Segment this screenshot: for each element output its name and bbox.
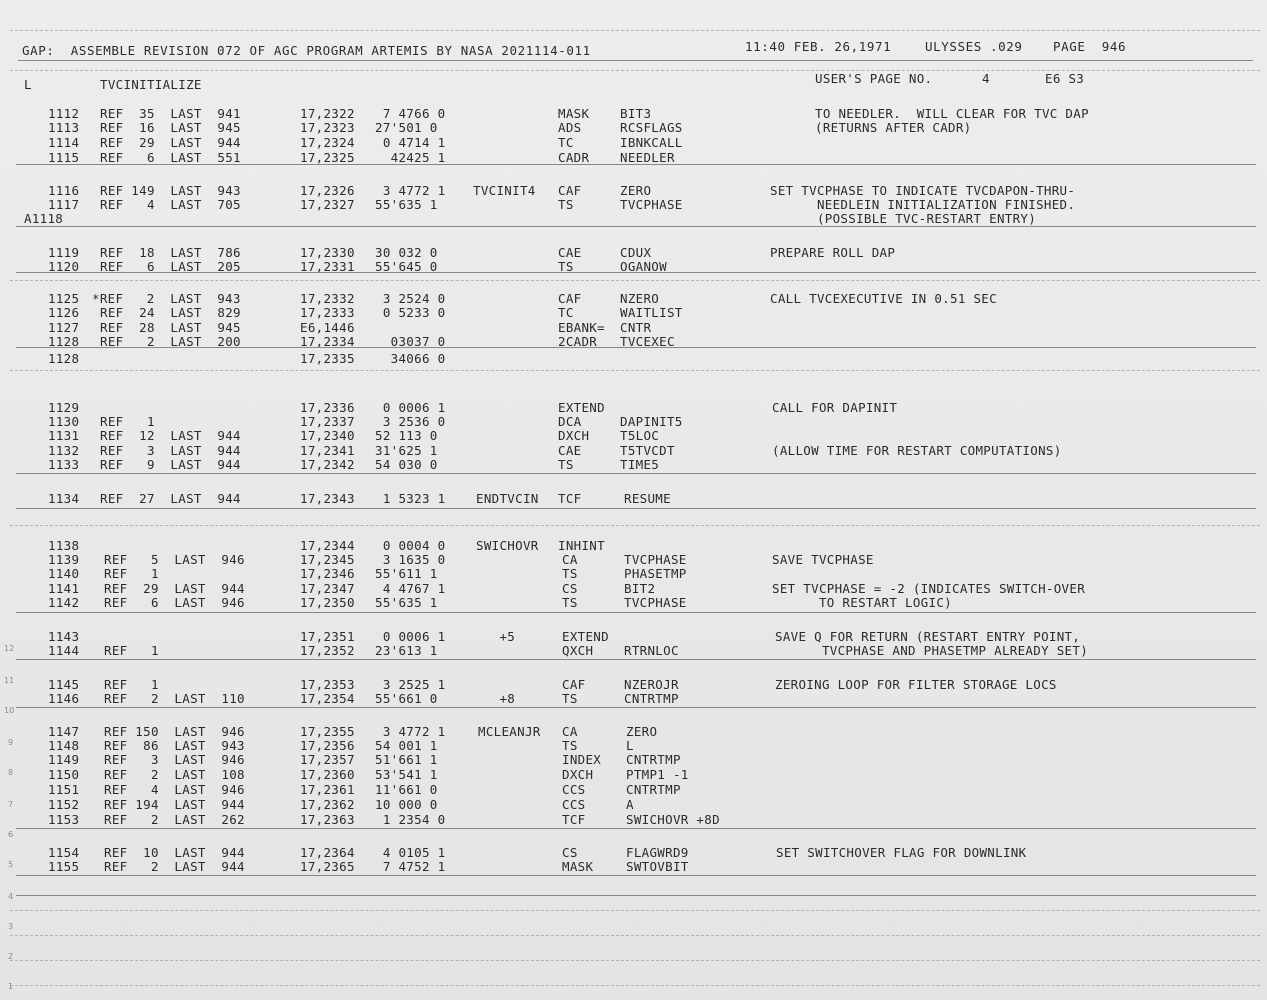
octal-word: 52 113 0: [375, 428, 438, 443]
octal-word: 0 4714 1: [375, 135, 446, 150]
comment: CALL FOR DAPINIT: [772, 400, 898, 415]
opcode: CA: [562, 724, 578, 739]
line-number: 1147: [48, 724, 80, 739]
margin-mark: 2: [8, 952, 14, 961]
opcode: DCA: [558, 414, 582, 429]
line-number: 1127: [48, 320, 80, 335]
line-number: 1128: [48, 334, 80, 349]
comment: (POSSIBLE TVC-RESTART ENTRY): [770, 211, 1037, 226]
operand: CNTRTMP: [626, 782, 681, 797]
line-number: 1115: [48, 150, 80, 165]
comment: SET TVCPHASE TO INDICATE TVCDAPON-THRU-: [770, 183, 1076, 198]
operand: CNTR: [620, 320, 652, 335]
address: 17,2355: [300, 724, 355, 739]
address: 17,2356: [300, 738, 355, 753]
comment: ZEROING LOOP FOR FILTER STORAGE LOCS: [775, 677, 1057, 692]
operand: T5TVCDT: [620, 443, 675, 458]
operand: FLAGWRD9: [626, 845, 689, 860]
ref-info: REF 3 LAST 944: [100, 443, 241, 458]
opcode: CAE: [558, 245, 582, 260]
comment: SAVE Q FOR RETURN (RESTART ENTRY POINT,: [775, 629, 1081, 644]
ref-info: REF 29 LAST 944: [100, 135, 241, 150]
address: 17,2350: [300, 595, 355, 610]
ref-info: REF 9 LAST 944: [100, 457, 241, 472]
line-number: 1150: [48, 767, 80, 782]
octal-word: 10 000 0: [375, 797, 438, 812]
address: 17,2345: [300, 552, 355, 567]
opcode: TS: [562, 691, 578, 706]
address: 17,2335: [300, 351, 355, 366]
octal-word: 1 2354 0: [375, 812, 446, 827]
opcode: INDEX: [562, 752, 602, 767]
operand: CNTRTMP: [624, 691, 679, 706]
margin-mark: 5: [8, 860, 14, 869]
octal-word: 31'625 1: [375, 443, 438, 458]
operand: SWTOVBIT: [626, 859, 689, 874]
operand: TVCPHASE: [624, 552, 687, 567]
opcode: CAF: [558, 183, 582, 198]
line-number: 1133: [48, 457, 80, 472]
octal-word: 3 1635 0: [375, 552, 446, 567]
margin-mark: 9: [8, 738, 14, 747]
comment: TO RESTART LOGIC): [772, 595, 952, 610]
operand: ZERO: [620, 183, 652, 198]
opcode: TS: [562, 738, 578, 753]
octal-word: 0 0006 1: [375, 400, 446, 415]
address: 17,2347: [300, 581, 355, 596]
operand: TVCEXEC: [620, 334, 675, 349]
operand: SWICHOVR +8D: [626, 812, 720, 827]
address: 17,2343: [300, 491, 355, 506]
comment: (ALLOW TIME FOR RESTART COMPUTATIONS): [772, 443, 1062, 458]
line-number: 1154: [48, 845, 80, 860]
octal-word: 54 001 1: [375, 738, 438, 753]
address: 17,2323: [300, 120, 355, 135]
comment: TO NEEDLER. WILL CLEAR FOR TVC DAP: [815, 106, 1089, 121]
opcode: 2CADR: [558, 334, 598, 349]
ref-info: REF 194 LAST 944: [104, 797, 245, 812]
operand: WAITLIST: [620, 305, 683, 320]
comment: SET TVCPHASE = -2 (INDICATES SWITCH-OVER: [772, 581, 1086, 596]
ref-info: REF 86 LAST 943: [104, 738, 245, 753]
opcode: ADS: [558, 120, 582, 135]
comment: CALL TVCEXECUTIVE IN 0.51 SEC: [770, 291, 997, 306]
operand: RTRNLOC: [624, 643, 679, 658]
operand: L: [626, 738, 634, 753]
operand: TVCPHASE: [624, 595, 687, 610]
octal-word: 0 5233 0: [375, 305, 446, 320]
octal-word: 0 0004 0: [375, 538, 446, 553]
address: 17,2357: [300, 752, 355, 767]
line-number: 1125: [48, 291, 80, 306]
opcode: CCS: [562, 782, 586, 797]
line-number: 1144: [48, 643, 80, 658]
address: 17,2336: [300, 400, 355, 415]
ref-info: REF 2 LAST 108: [104, 767, 245, 782]
address: 17,2332: [300, 291, 355, 306]
address: 17,2364: [300, 845, 355, 860]
octal-word: 55'635 1: [375, 197, 438, 212]
line-number: 1152: [48, 797, 80, 812]
octal-word: 11'661 0: [375, 782, 438, 797]
comment: PREPARE ROLL DAP: [770, 245, 896, 260]
line-number: 1141: [48, 581, 80, 596]
opcode: TS: [562, 566, 578, 581]
address: 17,2340: [300, 428, 355, 443]
users-page-number: 4: [982, 71, 990, 86]
ref-info: REF 150 LAST 946: [104, 724, 245, 739]
label: TVCINIT4: [473, 183, 536, 198]
line-number: 1149: [48, 752, 80, 767]
ref-info: REF 3 LAST 946: [104, 752, 245, 767]
operand: NEEDLER: [620, 150, 675, 165]
comment: (RETURNS AFTER CADR): [815, 120, 972, 135]
label: ENDTVCIN: [476, 491, 539, 506]
ref-info: REF 4 LAST 705: [100, 197, 241, 212]
opcode: MASK: [558, 106, 590, 121]
line-number: 1143: [48, 629, 80, 644]
ref-info: REF 29 LAST 944: [104, 581, 245, 596]
operand: T5LOC: [620, 428, 660, 443]
octal-word: 55'635 1: [375, 595, 438, 610]
opcode: EXTEND: [562, 629, 609, 644]
line-number: 1148: [48, 738, 80, 753]
octal-word: 34066 0: [375, 351, 446, 366]
line-number: 1134: [48, 491, 80, 506]
ref-info: REF 1: [104, 677, 159, 692]
address: 17,2353: [300, 677, 355, 692]
octal-word: 55'611 1: [375, 566, 438, 581]
octal-word: 03037 0: [375, 334, 446, 349]
operand: CDUX: [620, 245, 652, 260]
section-name: TVCINITIALIZE: [100, 77, 202, 92]
octal-word: 42425 1: [375, 150, 446, 165]
ref-info: REF 5 LAST 946: [104, 552, 245, 567]
margin-mark: 11: [4, 676, 15, 685]
operand: A: [626, 797, 634, 812]
operand: TIME5: [620, 457, 660, 472]
operand: RESUME: [624, 491, 671, 506]
line-number: 1155: [48, 859, 80, 874]
opcode: CAF: [558, 291, 582, 306]
line-number: 1139: [48, 552, 80, 567]
line-number: 1120: [48, 259, 80, 274]
ref-info: REF 18 LAST 786: [100, 245, 241, 260]
ref-info: *REF 2 LAST 943: [92, 291, 241, 306]
operand: RCSFLAGS: [620, 120, 683, 135]
opcode: TC: [558, 305, 574, 320]
octal-word: 3 2536 0: [375, 414, 446, 429]
line-number: 1151: [48, 782, 80, 797]
line-number: 1130: [48, 414, 80, 429]
ref-info: REF 4 LAST 946: [104, 782, 245, 797]
opcode: EBANK=: [558, 320, 605, 335]
line-number: 1132: [48, 443, 80, 458]
ref-info: REF 1: [100, 414, 155, 429]
line-number: 1114: [48, 135, 80, 150]
octal-word: 7 4752 1: [375, 859, 446, 874]
margin-mark: 8: [8, 768, 14, 777]
ref-info: REF 1: [104, 566, 159, 581]
address: 17,2361: [300, 782, 355, 797]
opcode: CS: [562, 845, 578, 860]
margin-mark: 6: [8, 830, 14, 839]
address: 17,2333: [300, 305, 355, 320]
octal-word: 51'661 1: [375, 752, 438, 767]
address: 17,2351: [300, 629, 355, 644]
line-number: 1138: [48, 538, 80, 553]
operand: BIT2: [624, 581, 656, 596]
comment: SET SWITCHOVER FLAG FOR DOWNLINK: [776, 845, 1027, 860]
opcode: TC: [558, 135, 574, 150]
address: E6,1446: [300, 320, 355, 335]
opcode: TS: [558, 457, 574, 472]
address: 17,2334: [300, 334, 355, 349]
address: 17,2360: [300, 767, 355, 782]
operand: TVCPHASE: [620, 197, 683, 212]
line-number: 1116: [48, 183, 80, 198]
ref-info: REF 2 LAST 262: [104, 812, 245, 827]
ref-info: REF 1: [104, 643, 159, 658]
ref-info: REF 35 LAST 941: [100, 106, 241, 121]
octal-word: 30 032 0: [375, 245, 438, 260]
opcode: CADR: [558, 150, 590, 165]
octal-word: 1 5323 1: [375, 491, 446, 506]
octal-word: 55'661 0: [375, 691, 438, 706]
ref-info: REF 6 LAST 205: [100, 259, 241, 274]
opcode: CAF: [562, 677, 586, 692]
line-number: 1145: [48, 677, 80, 692]
opcode: DXCH: [558, 428, 590, 443]
operand: DAPINIT5: [620, 414, 683, 429]
comment: SAVE TVCPHASE: [772, 552, 874, 567]
listing-title: GAP: ASSEMBLE REVISION 072 OF AGC PROGRAM ARTEMIS BY NASA 2021114-011: [22, 43, 591, 58]
line-number: 1113: [48, 120, 80, 135]
opcode: TS: [558, 197, 574, 212]
address: 17,2346: [300, 566, 355, 581]
opcode: TS: [562, 595, 578, 610]
line-number: A1118: [24, 211, 64, 226]
listing-timestamp: 11:40 FEB. 26,1971: [745, 39, 892, 54]
line-number: 1153: [48, 812, 80, 827]
margin-mark: 4: [8, 892, 14, 901]
ref-info: REF 6 LAST 946: [104, 595, 245, 610]
ref-info: REF 10 LAST 944: [104, 845, 245, 860]
opcode: CS: [562, 581, 578, 596]
address: 17,2331: [300, 259, 355, 274]
address: 17,2326: [300, 183, 355, 198]
users-page-label: USER'S PAGE NO.: [815, 71, 933, 86]
page-reference: E6 S3: [1045, 71, 1085, 86]
address: 17,2337: [300, 414, 355, 429]
line-number: 1126: [48, 305, 80, 320]
ref-info: REF 28 LAST 945: [100, 320, 241, 335]
address: 17,2325: [300, 150, 355, 165]
ref-info: REF 24 LAST 829: [100, 305, 241, 320]
address: 17,2344: [300, 538, 355, 553]
line-number: 1128: [48, 351, 80, 366]
opcode: DXCH: [562, 767, 594, 782]
octal-word: 27'501 0: [375, 120, 438, 135]
octal-word: 3 2525 1: [375, 677, 446, 692]
octal-word: 0 0006 1: [375, 629, 446, 644]
ref-info: REF 27 LAST 944: [100, 491, 241, 506]
address: 17,2363: [300, 812, 355, 827]
ref-info: REF 16 LAST 945: [100, 120, 241, 135]
ref-info: REF 6 LAST 551: [100, 150, 241, 165]
address: 17,2352: [300, 643, 355, 658]
margin-mark: 12: [4, 644, 15, 653]
address: 17,2342: [300, 457, 355, 472]
operand: NZERO: [620, 291, 660, 306]
address: 17,2330: [300, 245, 355, 260]
address: 17,2365: [300, 859, 355, 874]
octal-word: 53'541 1: [375, 767, 438, 782]
octal-word: 3 2524 0: [375, 291, 446, 306]
ref-info: REF 2 LAST 110: [104, 691, 245, 706]
opcode: TS: [558, 259, 574, 274]
address: 17,2362: [300, 797, 355, 812]
line-number: 1129: [48, 400, 80, 415]
ref-info: REF 2 LAST 200: [100, 334, 241, 349]
address: 17,2341: [300, 443, 355, 458]
opcode: CAE: [558, 443, 582, 458]
line-number: 1131: [48, 428, 80, 443]
label: SWICHOVR: [476, 538, 539, 553]
page-number: PAGE 946: [1053, 39, 1127, 54]
octal-word: 4 0105 1: [375, 845, 446, 860]
address: 17,2354: [300, 691, 355, 706]
octal-word: 3 4772 1: [375, 724, 446, 739]
octal-word: 4 4767 1: [375, 581, 446, 596]
opcode: TCF: [558, 491, 582, 506]
listing-user: ULYSSES .029: [925, 39, 1023, 54]
margin-mark: 3: [8, 922, 14, 931]
operand: PHASETMP: [624, 566, 687, 581]
ref-info: REF 149 LAST 943: [100, 183, 241, 198]
opcode: INHINT: [558, 538, 605, 553]
octal-word: 55'645 0: [375, 259, 438, 274]
operand: IBNKCALL: [620, 135, 683, 150]
line-number: 1119: [48, 245, 80, 260]
opcode: QXCH: [562, 643, 594, 658]
operand: OGANOW: [620, 259, 667, 274]
comment: NEEDLEIN INITIALIZATION FINISHED.: [770, 197, 1076, 212]
octal-word: 54 030 0: [375, 457, 438, 472]
opcode: EXTEND: [558, 400, 605, 415]
ref-info: REF 12 LAST 944: [100, 428, 241, 443]
label: MCLEANJR: [478, 724, 541, 739]
line-number: 1117: [48, 197, 80, 212]
operand: NZEROJR: [624, 677, 679, 692]
address: 17,2324: [300, 135, 355, 150]
operand: ZERO: [626, 724, 658, 739]
ref-info: REF 2 LAST 944: [104, 859, 245, 874]
opcode: TCF: [562, 812, 586, 827]
operand: CNTRTMP: [626, 752, 681, 767]
opcode: CA: [562, 552, 578, 567]
address: 17,2322: [300, 106, 355, 121]
octal-word: 23'613 1: [375, 643, 438, 658]
operand: BIT3: [620, 106, 652, 121]
margin-mark: 10: [4, 706, 15, 715]
margin-mark: 7: [8, 800, 14, 809]
line-number: 1140: [48, 566, 80, 581]
line-number: 1146: [48, 691, 80, 706]
octal-word: 7 4766 0: [375, 106, 446, 121]
address: 17,2327: [300, 197, 355, 212]
comment: TVCPHASE AND PHASETMP ALREADY SET): [775, 643, 1089, 658]
opcode: MASK: [562, 859, 594, 874]
octal-word: 3 4772 1: [375, 183, 446, 198]
opcode: CCS: [562, 797, 586, 812]
operand: PTMP1 -1: [626, 767, 689, 782]
label: +8: [476, 691, 516, 706]
column-l-label: L: [24, 77, 32, 92]
label: +5: [476, 629, 516, 644]
line-number: 1142: [48, 595, 80, 610]
line-number: 1112: [48, 106, 80, 121]
margin-mark: 1: [8, 982, 14, 991]
